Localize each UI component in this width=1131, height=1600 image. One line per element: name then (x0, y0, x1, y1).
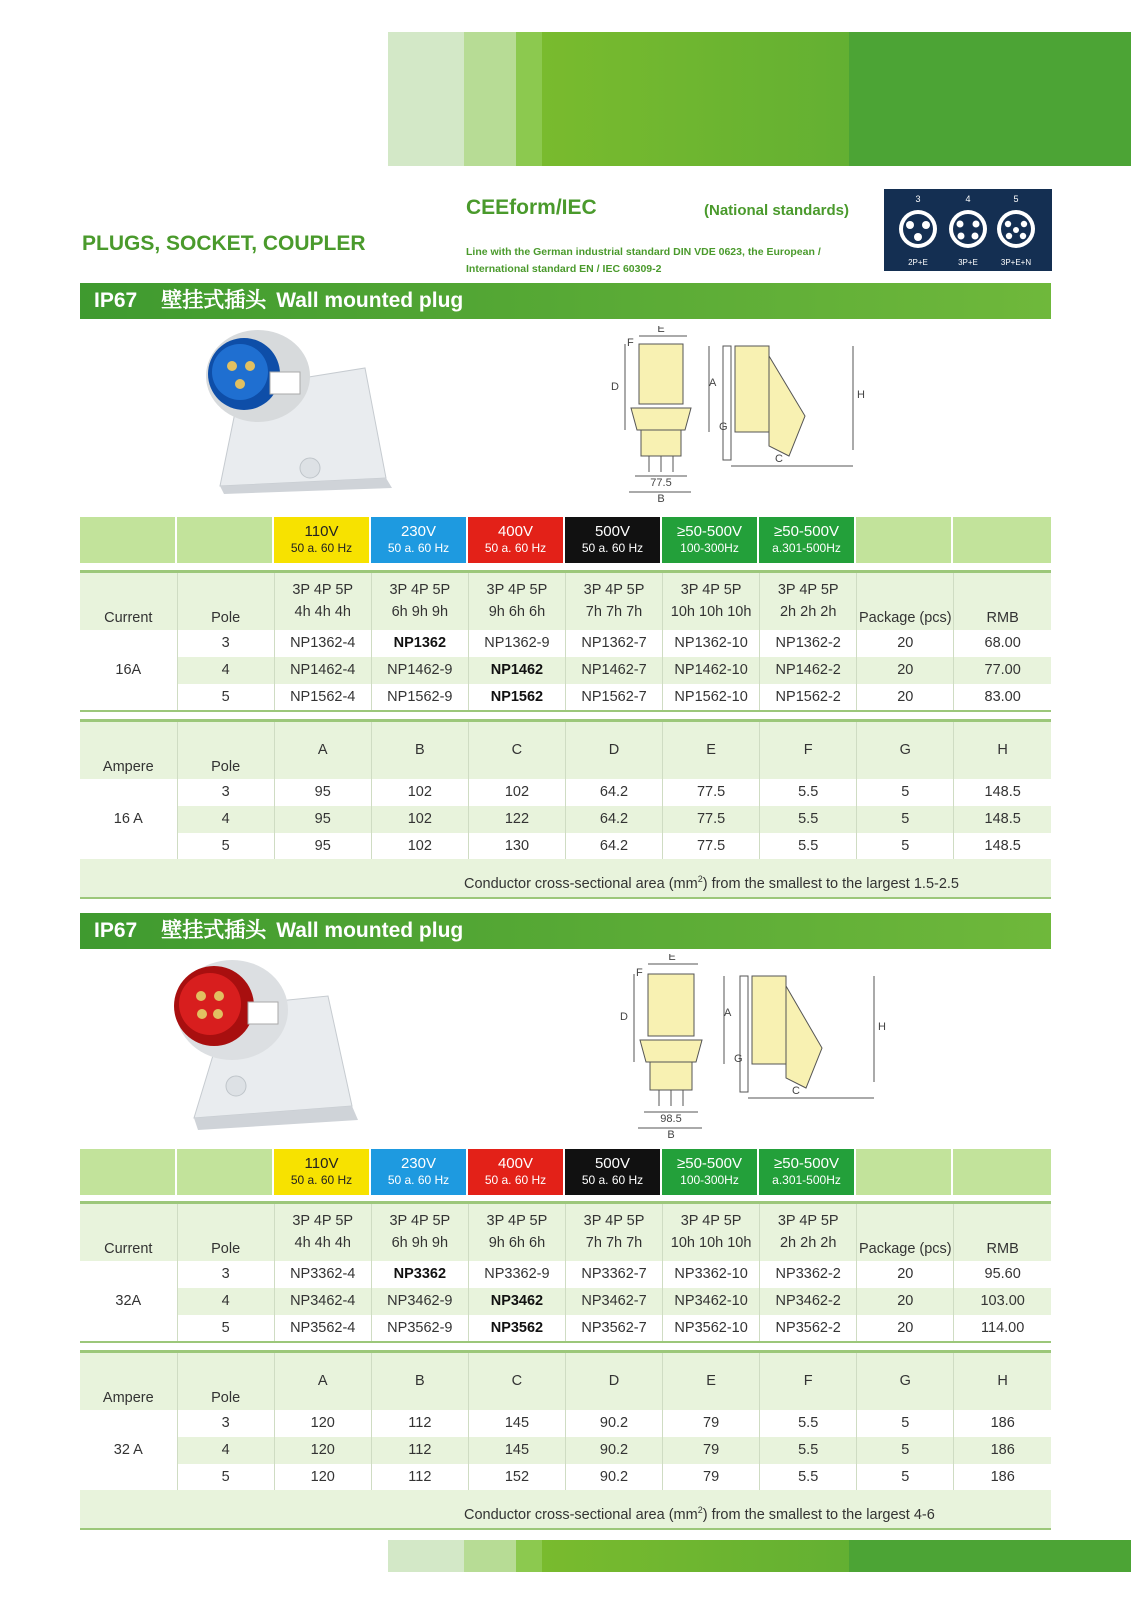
dim-cell: 102 (371, 806, 468, 833)
dim-letter: G (719, 421, 728, 433)
model-code: NP1362-9 (468, 630, 565, 657)
col-spec: 3P 4P 5P 7h 7h 7h (565, 572, 662, 630)
package-cell: 20 (857, 1288, 954, 1315)
model-code: NP3462 (468, 1288, 565, 1315)
model-code: NP1562 (468, 684, 565, 711)
model-code: NP1562-10 (663, 684, 760, 711)
model-code: NP1462-9 (371, 657, 468, 684)
model-code: NP3462-9 (371, 1288, 468, 1315)
dim-cell: 95 (274, 779, 371, 806)
dim-cell: 112 (371, 1410, 468, 1437)
col-spec: 3P 4P 5P 10h 10h 10h (663, 1203, 760, 1261)
voltage-header-row (80, 517, 1051, 563)
dim-letter: D (620, 1011, 628, 1023)
dim-letter: H (878, 1021, 886, 1033)
col-spec: 3P 4P 5P 9h 6h 6h (468, 1203, 565, 1261)
col-spec: 3P 4P 5P 6h 9h 9h (371, 572, 468, 630)
dim-cell: 148.5 (984, 784, 1021, 800)
package-cell: 20 (857, 630, 954, 657)
dim-cell: 64.2 (565, 779, 662, 806)
dim-cell: 5 (857, 806, 954, 833)
col-dim: A (274, 1352, 371, 1410)
dim-cell: 148.5 (984, 838, 1021, 854)
col-dim: H (954, 1352, 1051, 1410)
dimension-drawing (612, 954, 902, 1138)
model-code: NP3462-2 (760, 1288, 857, 1315)
dim-cell: 5 (857, 1410, 954, 1437)
table-row (80, 1464, 1051, 1491)
dim-cell: 120 (274, 1410, 371, 1437)
col-dim: E (663, 1352, 760, 1410)
pole-cell: 4 (177, 806, 274, 833)
section-title-bar (80, 283, 1051, 319)
col-spec: 3P 4P 5P 2h 2h 2h (760, 1203, 857, 1261)
badge-bottom-label: 3P+E (958, 258, 978, 267)
col-pole: Pole (177, 572, 274, 630)
col-rmb: RMB (954, 1203, 1051, 1261)
voltage-500v: 500V 50 a. 60 Hz (565, 1149, 662, 1195)
current-value: 16A (80, 630, 177, 711)
table-row (80, 630, 1051, 657)
model-code: NP3562-4 (274, 1315, 371, 1342)
table-row (80, 684, 1051, 711)
model-code: NP1462-10 (663, 657, 760, 684)
col-dim: C (468, 721, 565, 779)
dim-letter: E (668, 954, 676, 963)
dim-cell: 5.5 (760, 1437, 857, 1464)
voltage-50-500v-a: ≥50-500V 100-300Hz (662, 1149, 759, 1195)
national-standards-label: (National standards) (704, 202, 850, 219)
model-code: NP1562-4 (274, 684, 371, 711)
col-ampere: Ampere (80, 1352, 177, 1410)
dim-cell: 5 (857, 779, 954, 806)
model-code: NP1362-2 (760, 630, 857, 657)
pole-cell: 4 (177, 657, 274, 684)
dim-cell: 112 (371, 1464, 468, 1491)
col-dim: G (857, 721, 954, 779)
pole-cell: 4 (177, 1288, 274, 1315)
dim-letter: C (775, 453, 783, 465)
model-code: NP3362-4 (274, 1261, 371, 1288)
spec-table (80, 1201, 1051, 1343)
dimension-drawing (605, 326, 885, 502)
model-code: NP1362-4 (274, 630, 371, 657)
dim-cell: 102 (371, 779, 468, 806)
table-row (80, 1437, 1051, 1464)
dim-cell: 145 (468, 1410, 565, 1437)
dim-cell: 186 (990, 1469, 1015, 1485)
dimension-table (80, 719, 1051, 860)
package-cell: 20 (857, 1261, 954, 1288)
bottom-banner (388, 1540, 1131, 1572)
price-cell: 103.00 (954, 1288, 1051, 1315)
dim-cell: 5 (857, 1464, 954, 1491)
dim-cell: 152 (468, 1464, 565, 1491)
pole-cell: 5 (177, 684, 274, 711)
product-image (168, 956, 368, 1136)
table-row (80, 779, 1051, 806)
dim-letter: C (792, 1085, 800, 1097)
socket-pin-icon (899, 210, 937, 248)
col-dim: B (371, 721, 468, 779)
col-pole: Pole (177, 1203, 274, 1261)
col-dim: H (954, 721, 1051, 779)
col-spec: 3P 4P 5P 9h 6h 6h (468, 572, 565, 630)
col-pole: Pole (177, 1352, 274, 1410)
model-code: NP1562-9 (371, 684, 468, 711)
model-code: NP3362-7 (565, 1261, 662, 1288)
col-current: Current (80, 572, 177, 630)
dim-cell: 186 (954, 1437, 1051, 1464)
dim-cell: 112 (371, 1437, 468, 1464)
col-dim: G (857, 1352, 954, 1410)
dim-cell: 5.5 (760, 1410, 857, 1437)
dim-letter: B (657, 493, 665, 502)
model-code: NP3362-10 (663, 1261, 760, 1288)
dim-cell: 79 (663, 1437, 760, 1464)
dim-cell: 120 (274, 1437, 371, 1464)
table-row (80, 1288, 1051, 1315)
dim-cell: 95 (274, 833, 371, 860)
col-spec: 3P 4P 5P 4h 4h 4h (274, 1203, 371, 1261)
conductor-note: Conductor cross-sectional area $(mm^2)$ from the smallest to the largest 1.5-2.5 (80, 859, 1051, 899)
model-code: NP3462-7 (565, 1288, 662, 1315)
standard-title: CEEform/IEC (466, 196, 597, 219)
col-spec: 3P 4P 5P 2h 2h 2h (760, 572, 857, 630)
voltage-230v: 230V 50 a. 60 Hz (371, 1149, 468, 1195)
dim-value: 98.5 (660, 1113, 682, 1125)
ampere-value: 16 A (80, 779, 177, 860)
model-code: NP3562-2 (760, 1315, 857, 1342)
package-cell: 20 (857, 657, 954, 684)
title-en: Wall mounted plug (276, 289, 464, 312)
model-code: NP1462-2 (760, 657, 857, 684)
plug-face (212, 344, 268, 400)
table-row (80, 833, 1051, 860)
col-pole: Pole (177, 721, 274, 779)
dim-cell: 5.5 (760, 779, 857, 806)
top-banner (388, 32, 1131, 166)
model-code: NP1462-4 (274, 657, 371, 684)
voltage-50-500v-a: ≥50-500V 100-300Hz (662, 517, 759, 563)
title-cn: 壁挂式插头 (161, 919, 267, 942)
section-title-bar (80, 913, 1051, 949)
dim-cell: 5 (857, 833, 954, 860)
dim-cell: 122 (468, 806, 565, 833)
model-code: NP3562-10 (663, 1315, 760, 1342)
product-image (200, 328, 400, 496)
pole-cell: 4 (177, 1437, 274, 1464)
price-cell: 68.00 (984, 635, 1021, 651)
pole-cell: 5 (177, 833, 274, 860)
badge-top-label: 3 (915, 194, 921, 204)
pole-cell: 5 (177, 1464, 274, 1491)
dim-cell: 5.5 (760, 833, 857, 860)
table-row (80, 1410, 1051, 1437)
dim-letter: G (734, 1053, 743, 1065)
table-row (80, 657, 1051, 684)
dim-cell: 145 (468, 1437, 565, 1464)
dim-letter: A (724, 1007, 732, 1019)
dim-letter: B (667, 1129, 675, 1138)
col-dim: F (760, 721, 857, 779)
price-cell: 83.00 (984, 688, 1021, 705)
col-dim: D (565, 721, 662, 779)
model-code: NP3462-10 (663, 1288, 760, 1315)
model-code: NP3362-2 (760, 1261, 857, 1288)
dim-cell: 77.5 (663, 833, 760, 860)
dim-letter: H (857, 389, 865, 401)
dim-cell: 77.5 (663, 779, 760, 806)
badge-top-label: 5 (1013, 194, 1019, 204)
pole-cell: 3 (177, 779, 274, 806)
dim-letter: E (657, 326, 665, 335)
voltage-110v: 110V 50 a. 60 Hz (274, 517, 371, 563)
dim-cell: 79 (663, 1464, 760, 1491)
dim-cell: 64.2 (565, 833, 662, 860)
dim-cell: 186 (990, 1415, 1015, 1431)
dim-cell: 5.5 (760, 806, 857, 833)
model-code: NP1462-7 (565, 657, 662, 684)
dim-cell: 5 (857, 1437, 954, 1464)
model-code: NP3562-9 (371, 1315, 468, 1342)
col-dim: B (371, 1352, 468, 1410)
voltage-110v: 110V 50 a. 60 Hz (274, 1149, 371, 1195)
dim-cell: 120 (274, 1464, 371, 1491)
price-cell: 114.00 (981, 1319, 1025, 1336)
table-row (80, 1261, 1051, 1288)
dim-cell: 79 (663, 1410, 760, 1437)
voltage-230v: 230V 50 a. 60 Hz (371, 517, 468, 563)
table-row (80, 1315, 1051, 1342)
dimension-table (80, 1350, 1051, 1491)
ampere-value: 32 A (80, 1410, 177, 1491)
badge-bottom-label: 3P+E+N (1000, 258, 1032, 267)
price-cell: 95.60 (984, 1266, 1021, 1282)
col-package: Package (pcs) (857, 1203, 954, 1261)
col-current: Current (80, 1203, 177, 1261)
dim-value: 77.5 (650, 477, 672, 489)
spec-table (80, 570, 1051, 712)
dim-cell: 102 (371, 833, 468, 860)
pin-configuration-badge (884, 189, 1052, 271)
pole-cell: 3 (177, 630, 274, 657)
badge-top-label: 4 (965, 194, 971, 204)
socket-pin-icon (997, 210, 1035, 248)
col-ampere: Ampere (80, 721, 177, 779)
model-code: NP1562-7 (565, 684, 662, 711)
model-code: NP3462-4 (274, 1288, 371, 1315)
ip-rating: IP67 (94, 919, 138, 942)
dim-cell: 148.5 (954, 806, 1051, 833)
model-code: NP3362 (371, 1261, 468, 1288)
col-spec: 3P 4P 5P 4h 4h 4h (274, 572, 371, 630)
col-dim: A (274, 721, 371, 779)
dim-cell: 90.2 (565, 1464, 662, 1491)
conductor-note: Conductor cross-sectional area $(mm^2)$ from the smallest to the largest 4-6 (80, 1490, 1051, 1530)
dim-cell: 90.2 (565, 1437, 662, 1464)
col-dim: C (468, 1352, 565, 1410)
voltage-400v: 400V 50 a. 60 Hz (468, 517, 565, 563)
package-cell: 20 (857, 1315, 954, 1342)
dim-letter: D (611, 381, 619, 393)
model-code: NP1462 (468, 657, 565, 684)
standard-description: Line with the German industrial standard DIN VDE 0623, the European / International standard EN / IEC 60309-2 (466, 246, 821, 275)
plug-face (179, 973, 241, 1035)
col-dim: D (565, 1352, 662, 1410)
dim-cell: 5.5 (760, 1464, 857, 1491)
col-rmb: RMB (954, 572, 1051, 630)
col-package: Package (pcs) (857, 572, 954, 630)
dim-letter: A (709, 377, 717, 389)
dim-cell: 130 (468, 833, 565, 860)
dim-letter: F (627, 337, 634, 349)
model-code: NP1562-2 (760, 684, 857, 711)
voltage-400v: 400V 50 a. 60 Hz (468, 1149, 565, 1195)
price-cell: 77.00 (954, 657, 1051, 684)
pole-cell: 5 (177, 1315, 274, 1342)
model-code: NP1362 (371, 630, 468, 657)
col-spec: 3P 4P 5P 10h 10h 10h (663, 572, 760, 630)
model-code: NP1362-7 (565, 630, 662, 657)
dim-cell: 64.2 (565, 806, 662, 833)
voltage-header-row (80, 1149, 1051, 1195)
col-spec: 3P 4P 5P 6h 9h 9h (371, 1203, 468, 1261)
pole-cell: 3 (177, 1410, 274, 1437)
current-value: 32A (80, 1261, 177, 1342)
title-en: Wall mounted plug (276, 919, 464, 942)
voltage-50-500v-b: ≥50-500V a.301-500Hz (759, 517, 856, 563)
badge-bottom-label: 2P+E (908, 258, 928, 267)
ip-rating: IP67 (94, 289, 138, 312)
dim-letter: F (636, 967, 643, 979)
model-code: NP1362-10 (663, 630, 760, 657)
dim-cell: 102 (468, 779, 565, 806)
socket-pin-icon (949, 210, 987, 248)
package-cell: 20 (857, 684, 954, 711)
model-code: NP3562 (468, 1315, 565, 1342)
catalog-title: PLUGS, SOCKET, COUPLER (82, 232, 366, 255)
col-dim: E (663, 721, 760, 779)
dim-cell: 95 (274, 806, 371, 833)
col-dim: F (760, 1352, 857, 1410)
voltage-500v: 500V 50 a. 60 Hz (565, 517, 662, 563)
model-code: NP3362-9 (468, 1261, 565, 1288)
title-cn: 壁挂式插头 (161, 289, 267, 312)
col-spec: 3P 4P 5P 7h 7h 7h (565, 1203, 662, 1261)
dim-cell: 77.5 (663, 806, 760, 833)
voltage-50-500v-b: ≥50-500V a.301-500Hz (759, 1149, 856, 1195)
table-row (80, 806, 1051, 833)
dim-cell: 90.2 (565, 1410, 662, 1437)
model-code: NP3562-7 (565, 1315, 662, 1342)
pole-cell: 3 (177, 1261, 274, 1288)
